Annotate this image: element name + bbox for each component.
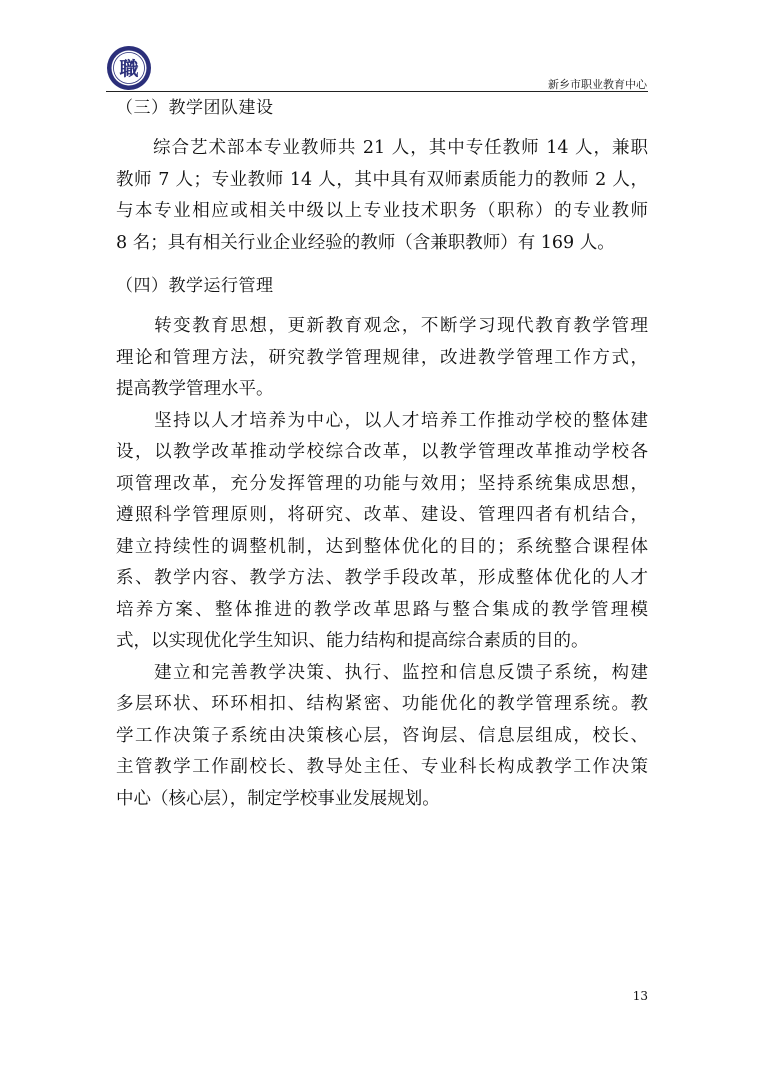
text-line: 建立和完善教学决策、执行、监控和信息反馈子系统，构建 bbox=[116, 662, 648, 683]
paragraph-education-concept bbox=[116, 311, 648, 406]
paragraph-management-system bbox=[116, 658, 648, 816]
section-heading-teaching-operations: （四）教学运行管理 bbox=[116, 276, 274, 296]
text-line: 与本专业相应或相关中级以上专业技术职务（职称）的专业教师 bbox=[116, 201, 648, 221]
text-line: 理论和管理方法，研究教学管理规律，改进教学管理工作方式， bbox=[116, 347, 648, 368]
document-body bbox=[116, 93, 648, 815]
text-line: 培养方案、整体推进的教学改革思路与整合集成的教学管理模 bbox=[116, 599, 648, 620]
text-line: 8 名；具有相关行业企业经验的教师（含兼职教师）有 169 人。 bbox=[116, 232, 615, 253]
text-line: 设，以教学改革推动学校综合改革，以教学管理改革推动学校各 bbox=[116, 442, 648, 462]
text-line: 项管理改革，充分发挥管理的功能与效用；坚持系统集成思想， bbox=[116, 473, 648, 494]
text-line: 式，以实现优化学生知识、能力结构和提高综合素质的目的。 bbox=[116, 631, 589, 651]
text-line: 中心（核心层），制定学校事业发展规划。 bbox=[116, 788, 440, 809]
svg-text:職: 職 bbox=[119, 58, 139, 80]
text-line: 转变教育思想，更新教育观念，不断学习现代教育教学管理 bbox=[116, 316, 648, 336]
text-line: 教师 7 人；专业教师 14 人，其中具有双师素质能力的教师 2 人， bbox=[116, 169, 648, 190]
text-line: 坚持以人才培养为中心，以人才培养工作推动学校的整体建 bbox=[116, 410, 648, 431]
organization-name: 新乡市职业教育中心 bbox=[548, 78, 647, 91]
page-header bbox=[0, 0, 764, 96]
text-line: 主管教学工作副校长、教导处主任、专业科长构成教学工作决策 bbox=[116, 757, 648, 777]
paragraph-talent-cultivation bbox=[116, 406, 648, 658]
text-line: 系、教学内容、教学方法、教学手段改革，形成整体优化的人才 bbox=[116, 568, 648, 588]
paragraph-teaching-team bbox=[116, 133, 648, 259]
page-number: 13 bbox=[632, 989, 648, 1003]
text-line: 遵照科学管理原则，将研究、改革、建设、管理四者有机结合， bbox=[116, 505, 648, 525]
text-line: 建立持续性的调整机制，达到整体优化的目的；系统整合课程体 bbox=[116, 536, 648, 557]
section-heading-teaching-team: （三）教学团队建设 bbox=[116, 98, 274, 118]
text-line: 学工作决策子系统由决策核心层，咨询层、信息层组成，校长、 bbox=[116, 725, 648, 746]
header-divider bbox=[106, 91, 648, 92]
text-line: 多层环状、环环相扣、结构紧密、功能优化的教学管理系统。教 bbox=[116, 694, 648, 714]
school-logo bbox=[106, 45, 152, 91]
text-line: 提高教学管理水平。 bbox=[116, 379, 274, 399]
text-line: 综合艺术部本专业教师共 21 人，其中专任教师 14 人，兼职 bbox=[116, 138, 648, 158]
